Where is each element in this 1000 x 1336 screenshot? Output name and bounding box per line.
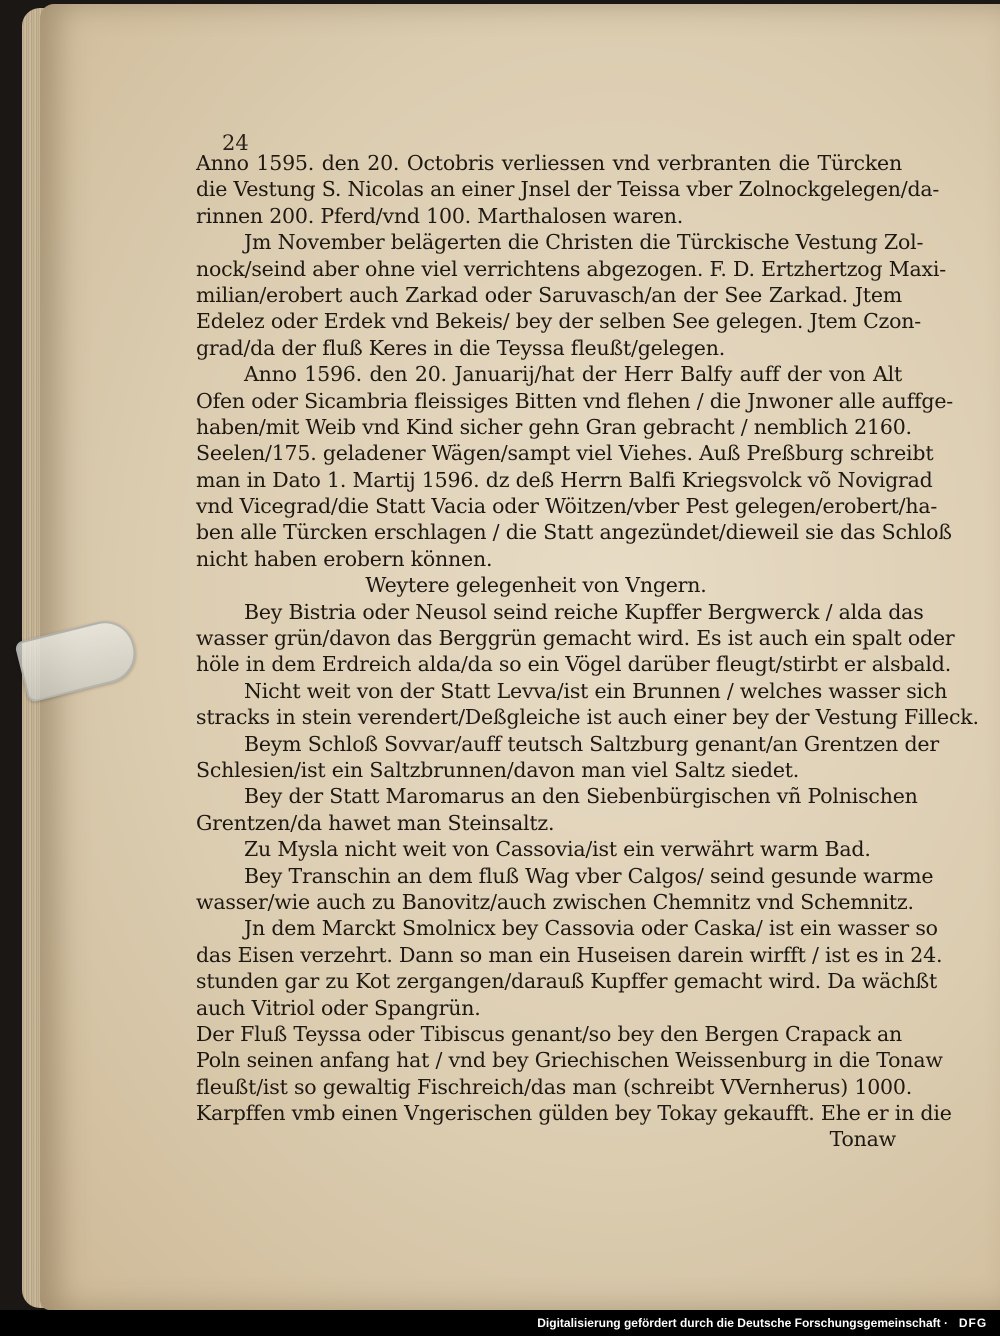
text-line: das Eisen verzehrt. Dann so man ein Huseisen darein wirfft / ist es in 24. bbox=[196, 942, 943, 967]
text-line: Bey Transchin an dem fluß Wag vber Calgos/ seind gesunde warme bbox=[244, 863, 934, 888]
text-line: ben alle Türcken erschlagen / die Statt angezündet/dieweil sie das Schloß bbox=[196, 520, 952, 545]
text-line: auch Vitriol oder Spangrün. bbox=[196, 995, 481, 1020]
text-line: wasser/wie auch zu Banovitz/auch zwischen Chemnitz vnd Schemnitz. bbox=[196, 889, 914, 914]
text-line: Ofen oder Sicambria fleissiges Bitten vnd flehen / die Jnwoner alle auffge- bbox=[196, 388, 954, 413]
text-line: Der Fluß Teyssa oder Tibiscus genant/so bey den Bergen Crapack an bbox=[196, 1021, 902, 1046]
text-line: höle in dem Erdreich alda/da so ein Vögel darüber fleugt/stirbt er alsbald. bbox=[196, 652, 952, 677]
text-line: Bey Bistria oder Neusol seind reiche Kupffer Bergwerck / alda das bbox=[244, 599, 924, 624]
text-line: Anno 1595. den 20. Octobris verliessen vnd verbranten die Türcken bbox=[196, 151, 902, 175]
text-line: Nicht weit von der Statt Levva/ist ein Brunnen / welches wasser sich bbox=[244, 678, 948, 703]
text-line: milian/erobert auch Zarkad oder Saruvasch/an der See Zarkad. Jtem bbox=[196, 282, 902, 307]
page-text-block bbox=[196, 150, 979, 1153]
text-line: haben/mit Weib vnd Kind sicher gehn Gran gebracht / nemblich 2160. bbox=[196, 414, 912, 439]
catchword: Tonaw bbox=[829, 1127, 896, 1152]
text-line: Karpffen vmb einen Vngerischen gülden bey Tokay gekaufft. Ehe er in die bbox=[196, 1101, 952, 1126]
text-line: Seelen/175. geladener Wägen/sampt viel Viehes. Auß Preßburg schreibt bbox=[196, 441, 934, 466]
text-line: Zu Mysla nicht weit von Cassovia/ist ein verwährt warm Bad. bbox=[244, 837, 871, 862]
text-line: wasser grün/davon das Berggrün gemacht wird. Es ist auch ein spalt oder bbox=[196, 626, 955, 651]
text-line: nicht haben erobern können. bbox=[196, 546, 493, 571]
text-line: Beym Schloß Sovvar/auff teutsch Saltzburg genant/an Grentzen der bbox=[244, 731, 939, 756]
text-line: Anno 1596. den 20. Januarij/hat der Herr Balfy auff der von Alt bbox=[244, 362, 902, 387]
text-line: Poln seinen anfang hat / vnd bey Griechischen Weissenburg in die Tonaw bbox=[196, 1048, 943, 1073]
text-line: Schlesien/ist ein Saltzbrunnen/davon man viel Saltz siedet. bbox=[196, 757, 800, 782]
text-line: vnd Vicegrad/die Statt Vacia oder Wöitzen/vber Pest gelegen/erobert/ha- bbox=[196, 494, 938, 519]
text-line: grad/da der fluß Keres in die Teyssa fleußt/gelegen. bbox=[196, 335, 726, 360]
section-heading: Weytere gelegenheit von Vngern. bbox=[365, 573, 707, 598]
text-line: rinnen 200. Pferd/vnd 100. Marthalosen waren. bbox=[196, 203, 684, 228]
text-line: fleußt/ist so gewaltig Fischreich/das man (schreibt VVernherus) 1000. bbox=[196, 1074, 913, 1099]
text-line: man in Dato 1. Martij 1596. dz deß Herrn Balfi Kriegsvolck võ Novigrad bbox=[196, 467, 933, 492]
text-line: Jm November belägerten die Christen die Türckische Vestung Zol- bbox=[244, 230, 924, 255]
text-line: die Vestung S. Nicolas an einer Jnsel der Teissa vber Zolnockgelegen/da- bbox=[196, 177, 940, 202]
text-line: nock/seind aber ohne viel verrichtens abgezogen. F. D. Ertzhertzog Maxi- bbox=[196, 256, 946, 281]
funding-credit: Digitalisierung gefördert durch die Deutsche Forschungsgemeinschaft · bbox=[537, 1316, 948, 1330]
footer-bar bbox=[0, 1310, 1000, 1336]
text-line: Bey der Statt Maromarus an den Siebenbürgischen vñ Polnischen bbox=[244, 784, 918, 809]
text-line: Jn dem Marckt Smolnicx bey Cassovia oder Caska/ ist ein wasser so bbox=[244, 916, 938, 941]
text-line: stracks in stein verendert/Deßgleiche ist auch einer bey der Vestung Filleck. bbox=[196, 705, 979, 730]
dfg-logo: DFG bbox=[958, 1316, 988, 1330]
page-number: 24 bbox=[222, 131, 249, 155]
text-line: stunden gar zu Kot zergangen/darauß Kupffer gemacht wird. Da wächßt bbox=[196, 969, 937, 994]
text-line: Edelez oder Erdek vnd Bekeis/ bey der selben See gelegen. Jtem Czon- bbox=[196, 309, 922, 334]
text-line: Grentzen/da hawet man Steinsaltz. bbox=[196, 810, 555, 835]
